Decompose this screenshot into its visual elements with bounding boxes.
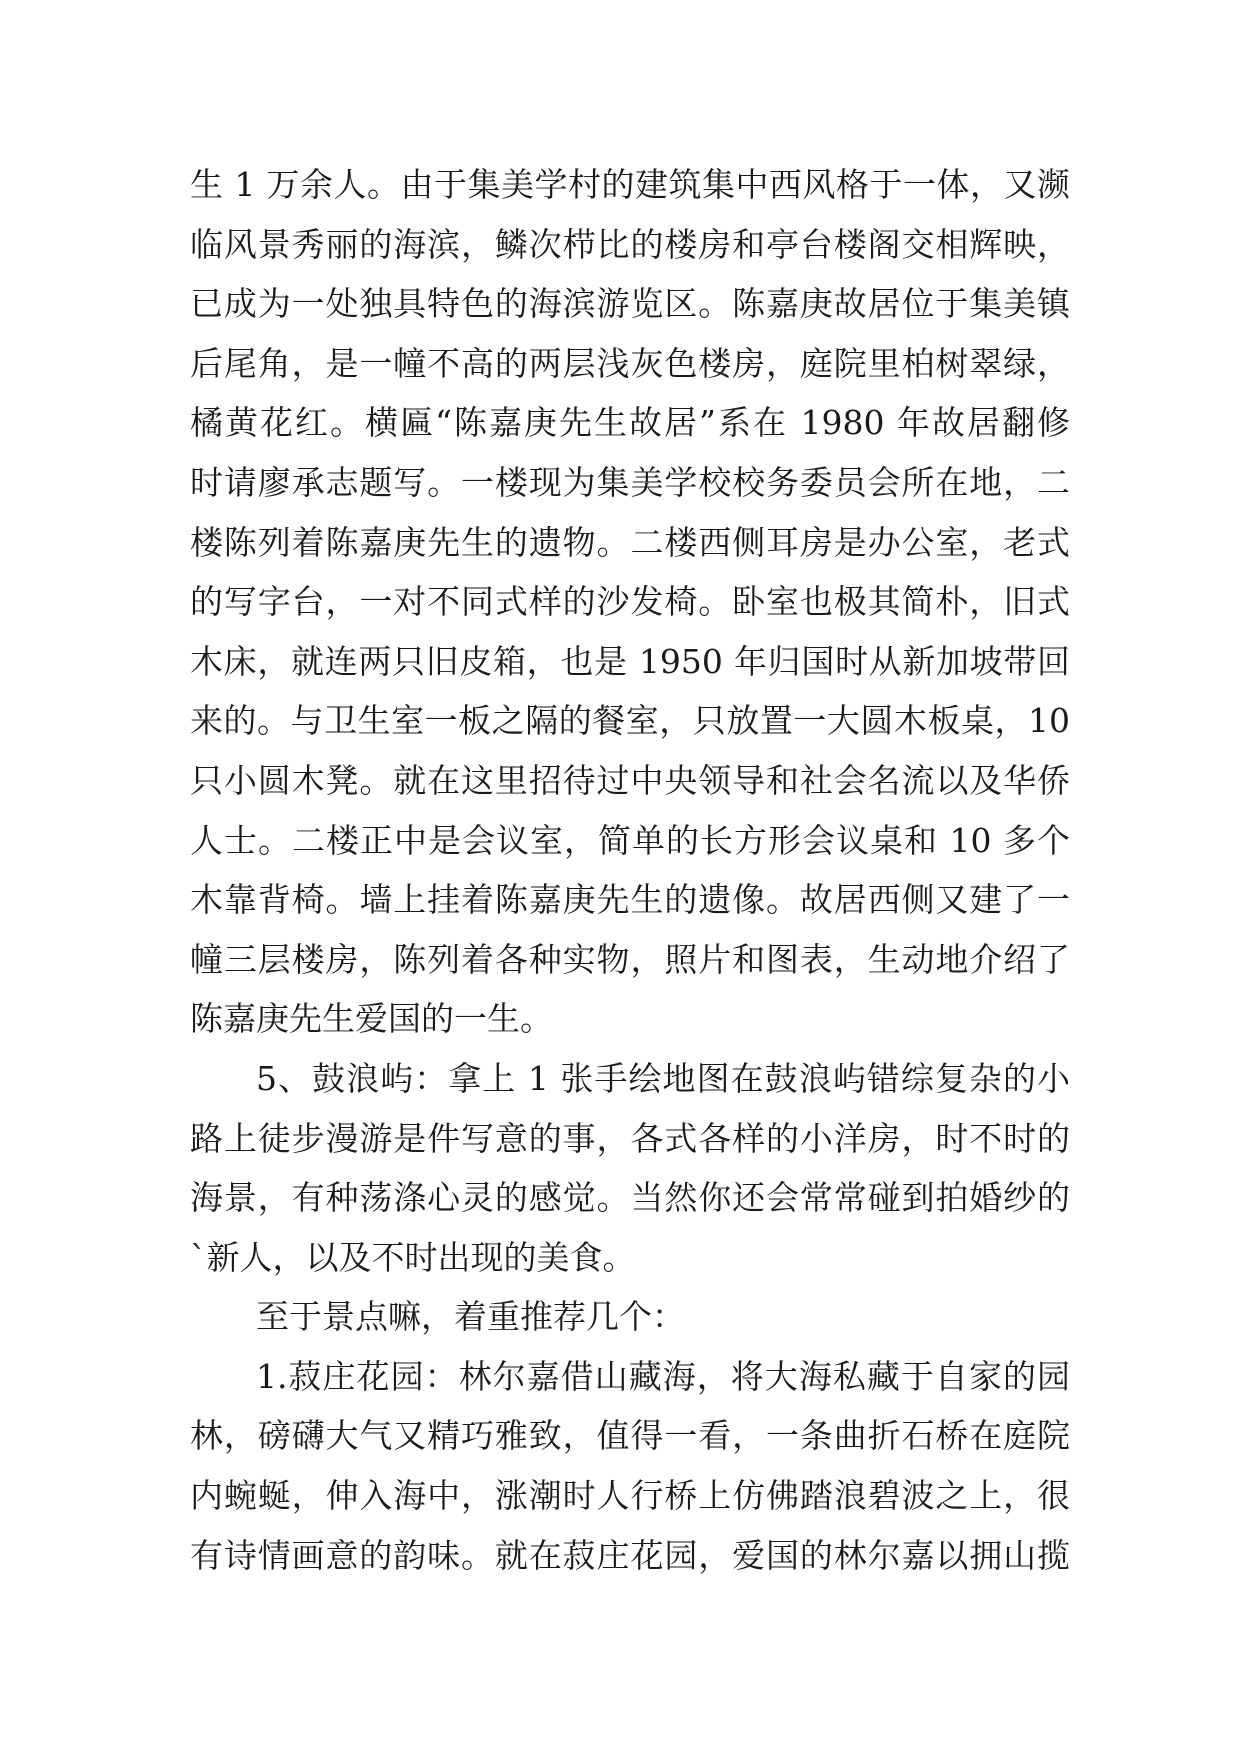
text-line: 人士。二楼正中是会议室，简单的长方形会议桌和 10 多个 — [190, 820, 1070, 860]
text-line: 1.菽庄花园：林尔嘉借山藏海，将大海私藏于自家的园 — [256, 1356, 1070, 1396]
text-line: 楼陈列着陈嘉庚先生的遗物。二楼西侧耳房是办公室，老式 — [190, 522, 1070, 562]
text-line: 后尾角，是一幢不高的两层浅灰色楼房，庭院里柏树翠绿， — [190, 343, 1070, 383]
text-line: 至于景点嘛，着重推荐几个： — [256, 1297, 685, 1337]
text-line: `新人，以及不时出现的美食。 — [190, 1237, 636, 1277]
text-line: 陈嘉庚先生爱国的一生。 — [190, 999, 553, 1039]
text-line: 木靠背椅。墙上挂着陈嘉庚先生的遗像。故居西侧又建了一 — [190, 880, 1070, 920]
text-line: 5、鼓浪屿：拿上 1 张手绘地图在鼓浪屿错综复杂的小 — [256, 1058, 1070, 1098]
text-line: 林，磅礴大气又精巧雅致，值得一看，一条曲折石桥在庭院 — [190, 1416, 1070, 1456]
text-line: 已成为一处独具特色的海滨游览区。陈嘉庚故居位于集美镇 — [190, 284, 1070, 324]
text-line: 只小圆木凳。就在这里招待过中央领导和社会名流以及华侨 — [190, 760, 1070, 800]
text-line: 幢三层楼房，陈列着各种实物，照片和图表，生动地介绍了 — [190, 939, 1070, 979]
text-line: 路上徒步漫游是件写意的事，各式各样的小洋房，时不时的 — [190, 1118, 1070, 1158]
text-line: 时请廖承志题写。一楼现为集美学校校务委员会所在地，二 — [190, 462, 1070, 502]
text-line: 内蜿蜒，伸入海中，涨潮时人行桥上仿佛踏浪碧波之上，很 — [190, 1476, 1070, 1516]
text-line: 临风景秀丽的海滨，鳞次栉比的楼房和亭台楼阁交相辉映， — [190, 224, 1070, 264]
text-line: 生 1 万余人。由于集美学村的建筑集中西风格于一体，又濒 — [190, 165, 1070, 204]
text-line: 木床，就连两只旧皮箱，也是 1950 年归国时从新加坡带回 — [190, 641, 1070, 681]
text-line: 来的。与卫生室一板之隔的餐室，只放置一大圆木板桌，10 — [190, 701, 1070, 741]
text-line: 有诗情画意的韵味。就在菽庄花园，爱国的林尔嘉以拥山揽 — [190, 1535, 1070, 1575]
body-text — [190, 155, 1070, 1585]
text-line: 的写字台，一对不同式样的沙发椅。卧室也极其简朴，旧式 — [190, 582, 1070, 622]
text-line: 海景，有种荡涤心灵的感觉。当然你还会常常碰到拍婚纱的 — [190, 1178, 1070, 1218]
text-line: 橘黄花红。横匾“陈嘉庚先生故居”系在 1980 年故居翻修 — [190, 403, 1071, 443]
